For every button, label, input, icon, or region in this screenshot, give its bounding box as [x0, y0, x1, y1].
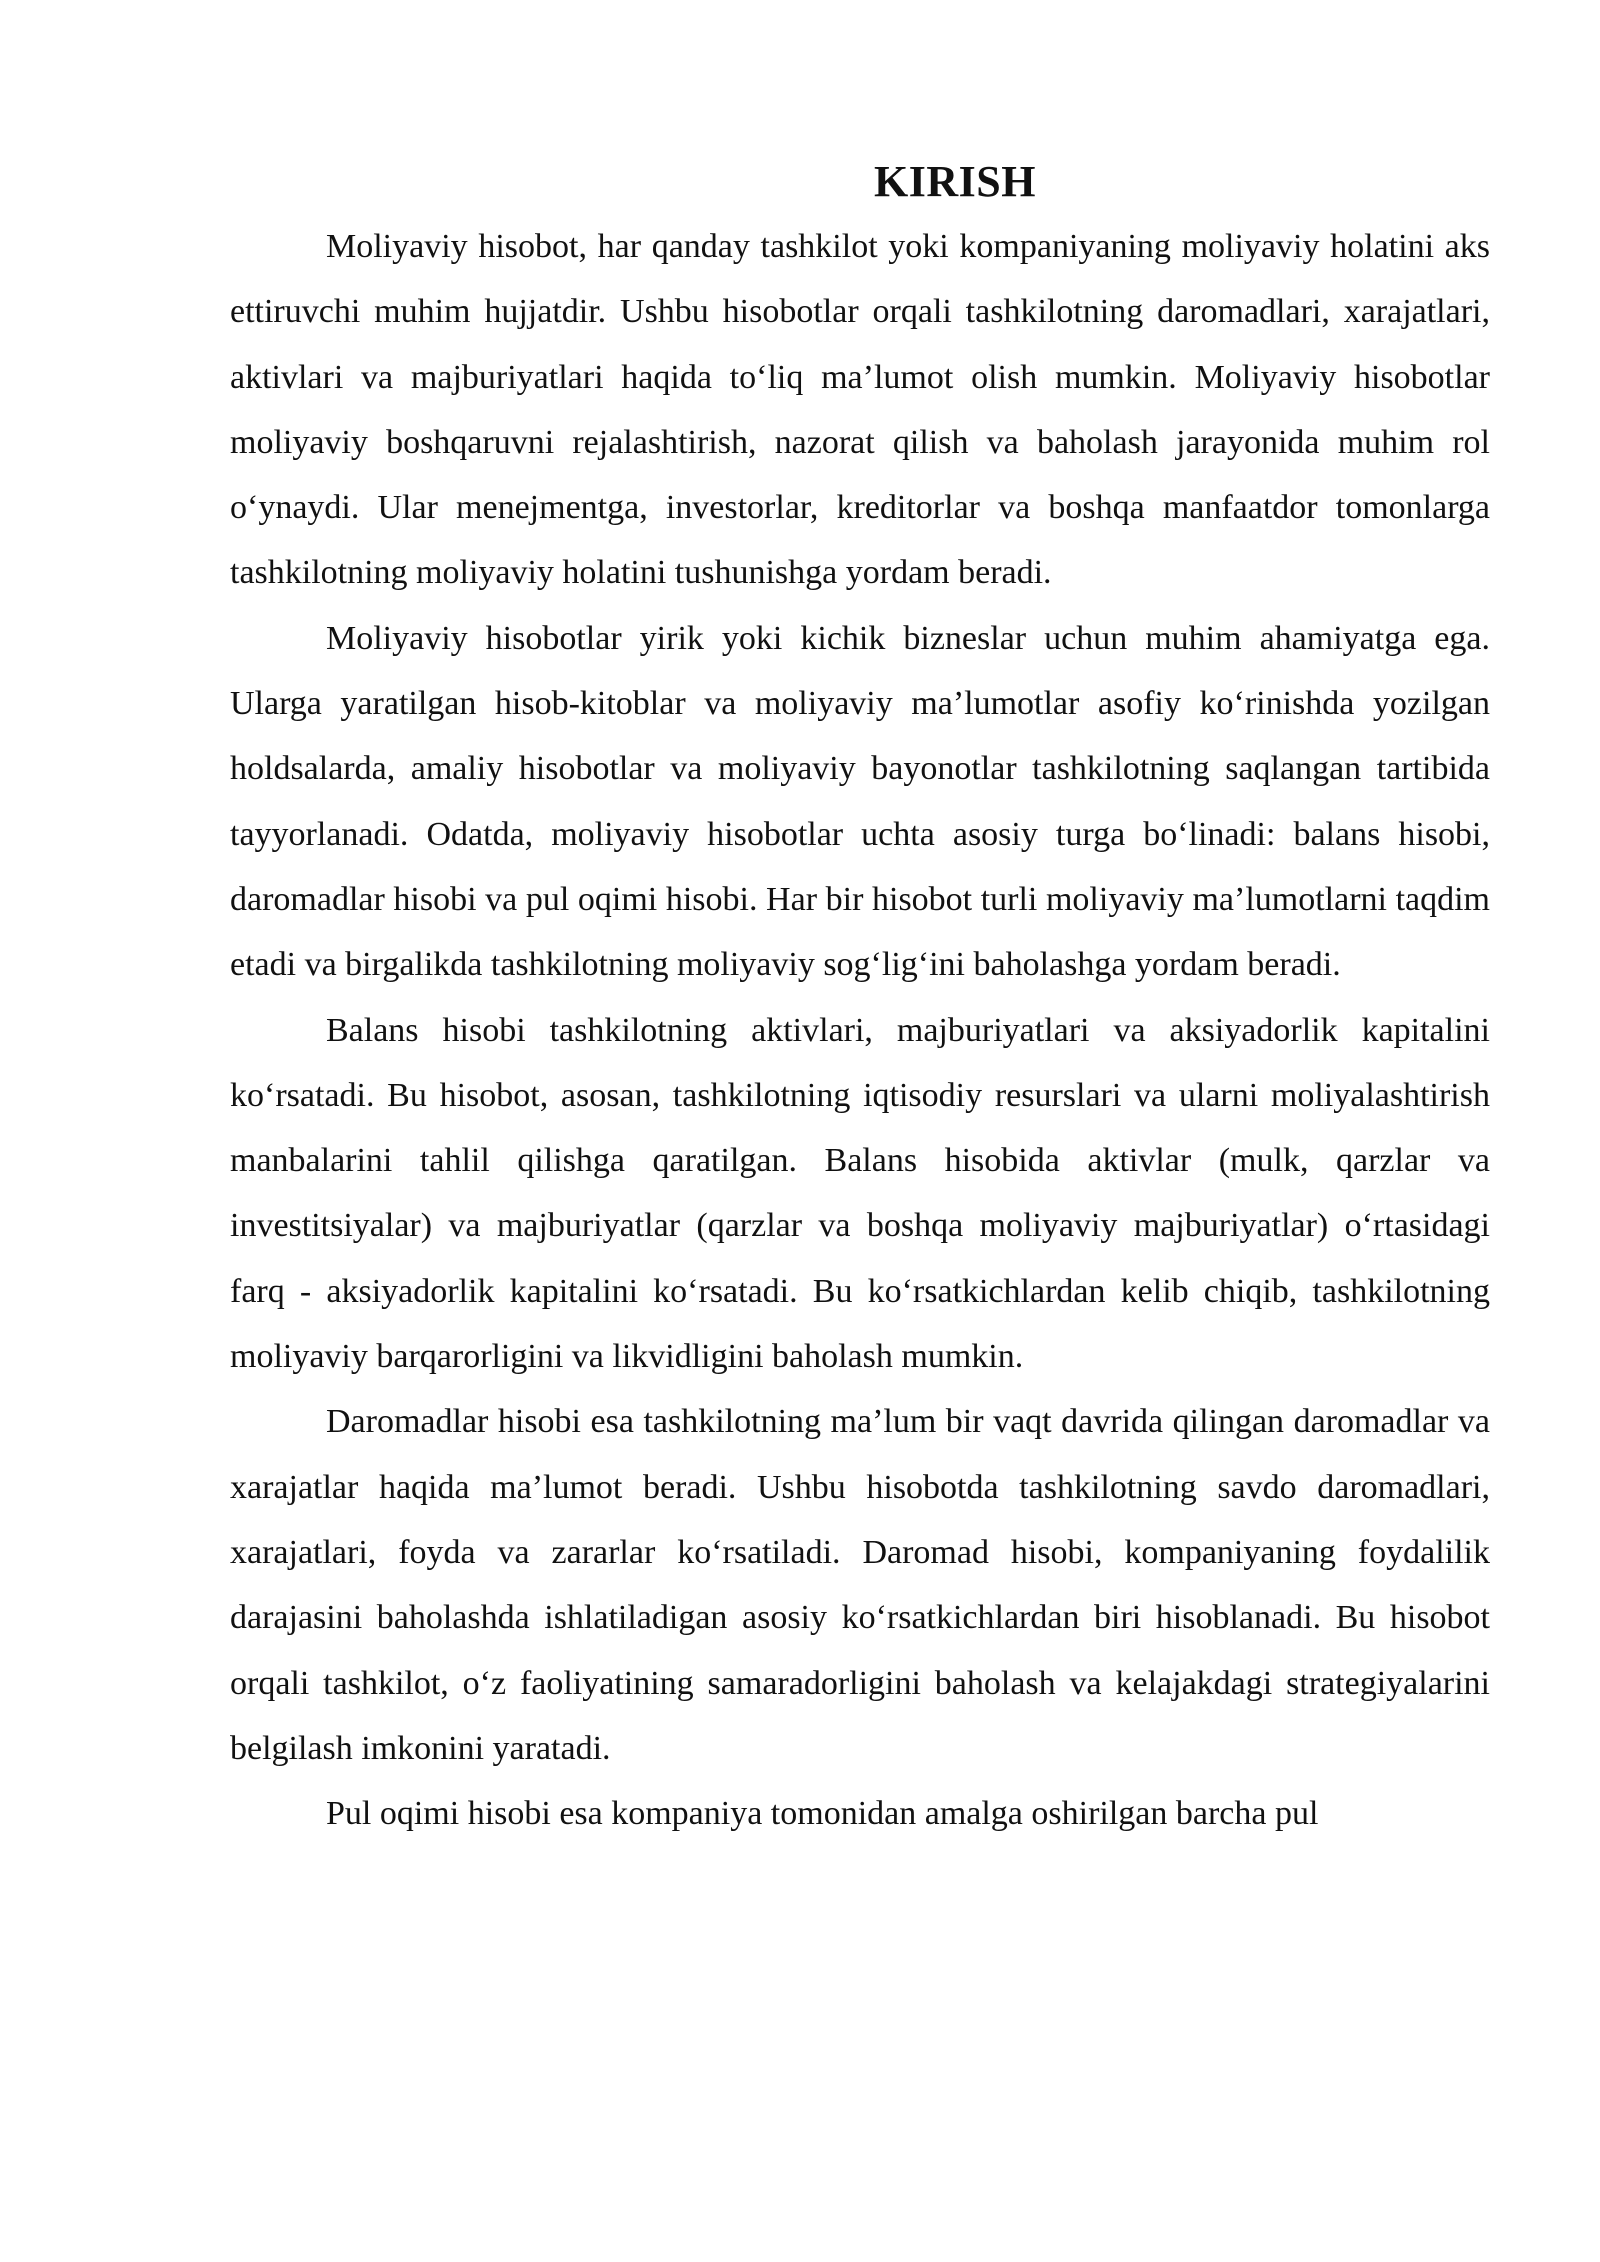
- paragraph-intro: Moliyaviy hisobot, har qanday tashkilot yoki kompaniyaning moliyaviy holatini aks ettiruvchi muhim hujjatdir. Ushbu hisobotlar orqali tashkilotning daromadlari, xarajatlari, aktivlari va majburiyatlari haqida to‘liq ma’lumot olish mumkin. Moliyaviy hisobotlar moliyaviy boshqaruvni rejalashtirish, nazorat qilish va baholash jarayonida muhim rol o‘ynaydi. Ular menejmentga, investorlar, kreditorlar va boshqa manfaatdor tomonlarga tashkilotning moliyaviy holatini tushunishga yordam beradi.: [230, 228, 1490, 592]
- paragraph-balance-sheet: Balans hisobi tashkilotning aktivlari, majburiyatlari va aksiyadorlik kapitalini ko‘rsatadi. Bu hisobot, asosan, tashkilotning iqtisodiy resurslari va ularni moliyalashtirish manbalarini tahlil qilishga qaratilgan. Balans hisobida aktivlar (mulk, qarzlar va investitsiyalar) va majburiyatlar (qarzlar va boshqa moliyaviy majburiyatlar) o‘rtasidagi farq - aksiyadorlik kapitalini ko‘rsatadi. Bu ko‘rsatkichlardan kelib chiqib, tashkilotning moliyaviy barqarorligini va likvidligini baholash mumkin.: [230, 1011, 1490, 1376]
- document-body: [230, 152, 1490, 1846]
- paragraph-cash-flow: Pul oqimi hisobi esa kompaniya tomonidan amalga oshirilgan barcha pul: [326, 1795, 1319, 1833]
- page-title: KIRISH: [874, 157, 1036, 206]
- paragraph-income-statement: Daromadlar hisobi esa tashkilotning ma’lum bir vaqt davrida qilingan daromadlar va xarajatlar haqida ma’lumot beradi. Ushbu hisobotda tashkilotning savdo daromadlari, xarajatlari, foyda va zararlar ko‘rsatiladi. Daromad hisobi, kompaniyaning foydalilik darajasini baholashda ishlatiladigan asosiy ko‘rsatkichlardan biri hisoblanadi. Bu hisobot orqali tashkilot, o‘z faoliyatining samaradorligini baholash va kelajakdagi strategiyalarini belgilash imkonini yaratadi.: [230, 1403, 1490, 1767]
- paragraph-types: Moliyaviy hisobotlar yirik yoki kichik bizneslar uchun muhim ahamiyatga ega. Ularga yaratilgan hisob-kitoblar va moliyaviy ma’lumotlar asofiy ko‘rinishda yozilgan holdsalarda, amaliy hisobotlar va moliyaviy bayonotlar tashkilotning saqlangan tartibida tayyorlanadi. Odatda, moliyaviy hisobotlar uchta asosiy turga bo‘linadi: balans hisobi, daromadlar hisobi va pul oqimi hisobi. Har bir hisobot turli moliyaviy ma’lumotlarni taqdim etadi va birgalikda tashkilotning moliyaviy sog‘lig‘ini baholashga yordam beradi.: [230, 619, 1490, 984]
